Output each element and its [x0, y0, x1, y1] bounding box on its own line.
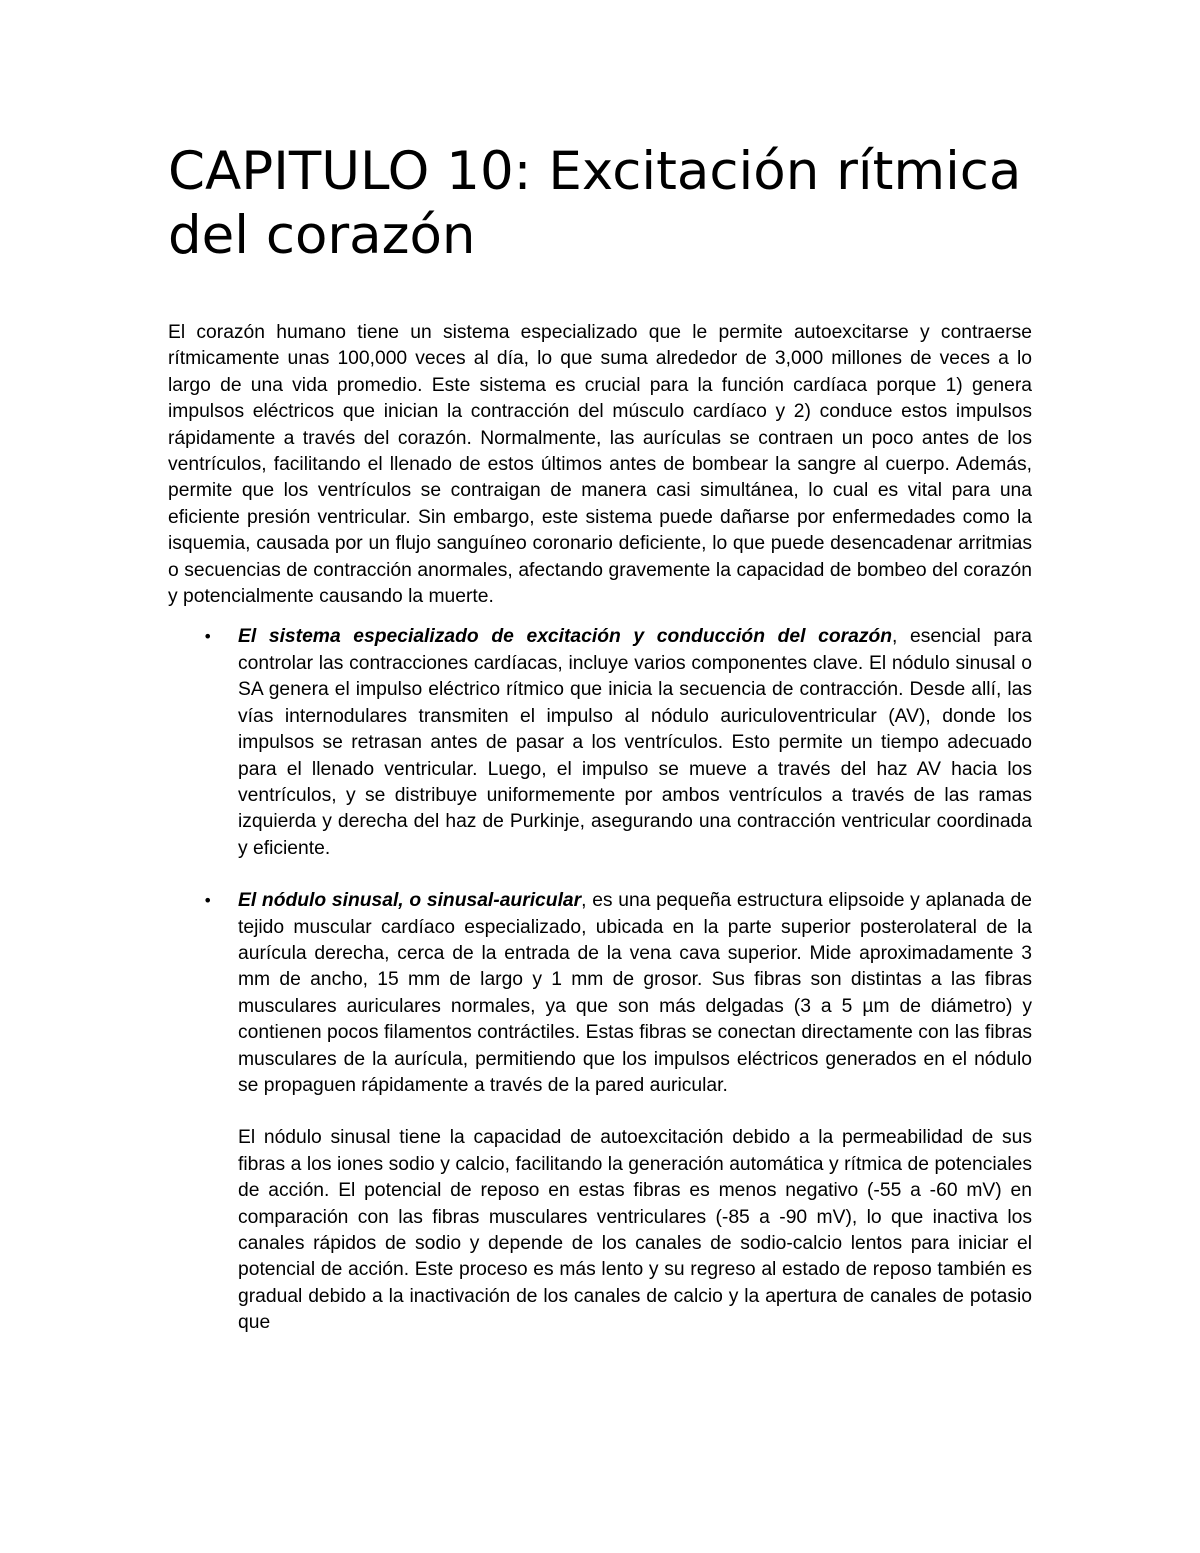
intro-paragraph: El corazón humano tiene un sistema especializado que le permite autoexcitarse y contraerse rítmicamente unas 100,000 veces al día, lo que suma alrededor de 3,000 millones de veces a lo largo de una vida promedio. Este sistema es crucial para la función cardíaca porque 1) genera impulsos eléctricos que inician la contracción del músculo cardíaco y 2) conduce estos impulsos rápidamente a través del corazón. Normalmente, las aurículas se contraen un poco antes de los ventrículos, facilitando el llenado de estos últimos antes de bombear la sangre al cuerpo. Además, permite que los ventrículos se contraigan de manera casi simultánea, lo cual es vital para una eficiente presión ventricular. Sin embargo, este sistema puede dañarse por enfermedades como la isquemia, causada por un flujo sanguíneo coronario deficiente, lo que puede desencadenar arritmias o secuencias de contracción anormales, afectando gravemente la capacidad de bombeo del corazón y potencialmente causando la muerte.: [168, 322, 1032, 608]
bullet-marker: •: [203, 627, 213, 647]
bullet-item-sinus-node: [168, 888, 1032, 1099]
bullet-list: [168, 624, 1032, 1099]
bullet-lead: El nódulo sinusal, o sinusal-auricular: [238, 890, 582, 912]
bullet-body: , es una pequeña estructura elipsoide y aplanada de tejido muscular cardíaco especializado, ubicada en la parte superior posterolateral de la aurícula derecha, cerca de la entrada de la vena cava superior. Mide aproximadamente 3 mm de ancho, 15 mm de largo y 1 mm de grosor. Sus fibras son distintas a las fibras musculares auriculares normales, ya que son más delgadas (3 a 5 µm de diámetro) y contienen pocos filamentos contráctiles. Estas fibras se conectan directamente con las fibras musculares de la aurícula, permitiendo que los impulsos eléctricos generados en el nódulo se propaguen rápidamente a través de la pared auricular.: [238, 890, 1032, 1096]
document-page: [168, 140, 1032, 1337]
bullet-text: [238, 624, 1032, 862]
chapter-title: CAPITULO 10: Excitación rítmica del corazón: [168, 141, 1022, 266]
sinus-node-paragraph: El nódulo sinusal tiene la capacidad de autoexcitación debido a la permeabilidad de sus fibras a los iones sodio y calcio, facilitando la generación automática y rítmica de potenciales de acción. El potencial de reposo en estas fibras es menos negativo (-55 a -60 mV) en comparación con las fibras musculares ventriculares (-85 a -90 mV), lo que inactiva los canales rápidos de sodio y depende de los canales de sodio-calcio lentos para iniciar el potencial de acción. Este proceso es más lento y su regreso al estado de reposo también es gradual debido a la inactivación de los canales de calcio y la apertura de canales de potasio que: [238, 1127, 1032, 1334]
bullet-text: [238, 888, 1032, 1099]
bullet-marker: •: [203, 891, 213, 911]
bullet-body: , esencial para controlar las contracciones cardíacas, incluye varios componentes clave. El nódulo sinusal o SA genera el impulso eléctrico rítmico que inicia la secuencia de contracción. Desde allí, las vías internodulares transmiten el impulso al nódulo auriculoventricular (AV), donde los impulsos se retrasan antes de pasar a los ventrículos. Esto permite un tiempo adecuado para el llenado ventricular. Luego, el impulso se mueve a través del haz AV hacia los ventrículos, y se distribuye uniformemente por ambos ventrículos a través de las ramas izquierda y derecha del haz de Purkinje, asegurando una contracción ventricular coordinada y eficiente.: [238, 626, 1032, 859]
bullet-item-conduction-system: [168, 624, 1032, 862]
bullet-lead: El sistema especializado de excitación y conducción del corazón: [238, 626, 893, 648]
